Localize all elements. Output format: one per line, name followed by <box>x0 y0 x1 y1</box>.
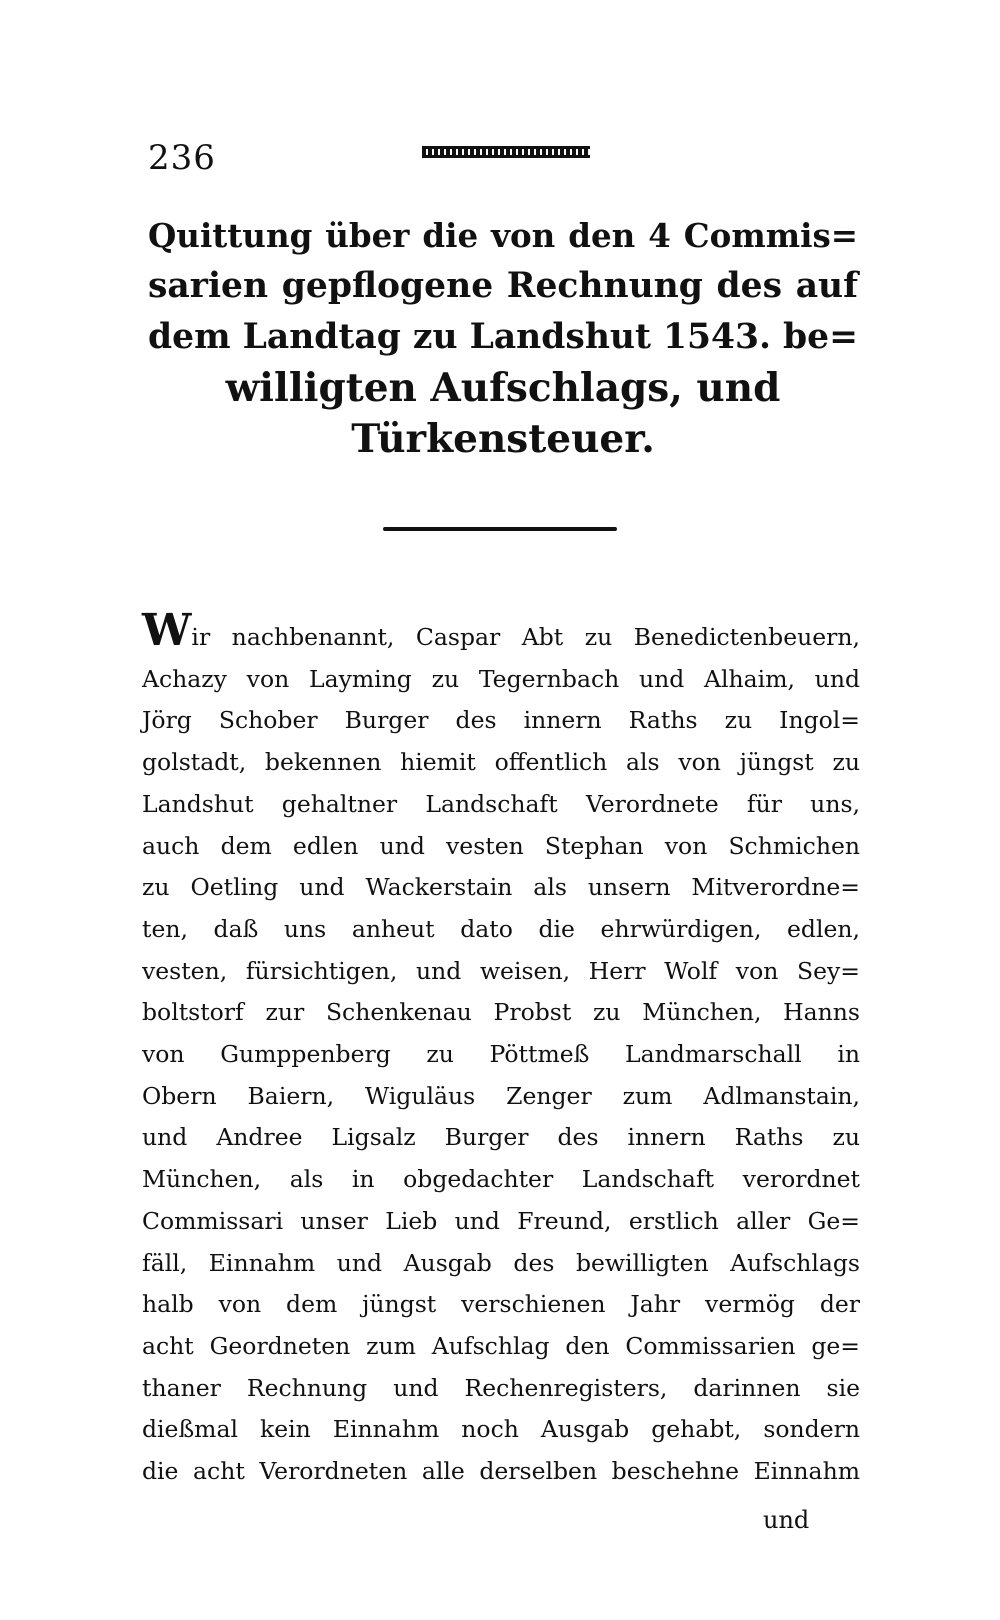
body-line: Achazy von Layming zu Tegernbach und Alhaim, und <box>142 664 860 693</box>
body-line-first <box>142 605 860 659</box>
title-line: Türkensteuer. <box>351 416 655 462</box>
body-line: thaner Rechnung und Rechenregisters, darinnen sie <box>142 1373 860 1402</box>
divider-rule <box>383 527 617 531</box>
body-line: Obern Baiern, Wiguläus Zenger zum Adlmanstain, <box>142 1081 860 1110</box>
body-line: München, als in obgedachter Landschaft verordnet <box>142 1165 860 1194</box>
body-line: golstadt, bekennen hiemit offentlich als von jüngst zu <box>142 748 860 777</box>
body-line: vesten, fürsichtigen, und weisen, Herr Wolf von Sey= <box>142 956 860 985</box>
body-line: dießmal kein Einnahm noch Ausgab gehabt, sondern <box>142 1415 860 1444</box>
title-line: sarien gepflogene Rechnung des auf <box>148 266 858 306</box>
ornamental-rule-top <box>422 146 590 158</box>
body-line: Landshut gehaltner Landschaft Verordnete für uns, <box>142 789 860 818</box>
page-number: 236 <box>148 138 216 178</box>
body-line: auch dem edlen und vesten Stephan von Schmichen <box>142 831 860 860</box>
title-line: willigten Aufschlags, und <box>225 365 781 411</box>
body-line: Jörg Schober Burger des innern Raths zu Ingol= <box>142 706 860 735</box>
drop-cap: W <box>142 605 192 656</box>
body-line: Commissari unser Lieb und Freund, erstlich aller Ge= <box>142 1206 860 1235</box>
title-line: Quittung über die von den 4 Commis= <box>148 216 858 255</box>
title-line: dem Landtag zu Landshut 1543. be= <box>148 317 858 357</box>
body-line: fäll, Einnahm und Ausgab des bewilligten Aufschlags <box>142 1248 860 1277</box>
first-line-text: ir nachbenannt, Caspar Abt zu Benedictenbeuern, <box>191 623 860 651</box>
body-line: ten, daß uns anheut dato die ehrwürdigen, edlen, <box>142 914 860 943</box>
body-line: acht Geordneten zum Aufschlag den Commissarien ge= <box>142 1331 860 1360</box>
catchword: und <box>763 1506 810 1534</box>
document-title <box>148 210 858 465</box>
body-line: zu Oetling und Wackerstain als unsern Mitverordne= <box>142 873 860 902</box>
body-line: und Andree Ligsalz Burger des innern Raths zu <box>142 1123 860 1152</box>
body-line: die acht Verordneten alle derselben beschehne Einnahm <box>142 1457 860 1486</box>
body-line: boltstorf zur Schenkenau Probst zu München, Hanns <box>142 998 860 1027</box>
body-line: von Gumppenberg zu Pöttmeß Landmarschall in <box>142 1040 860 1069</box>
body-text <box>142 605 860 1493</box>
body-line: halb von dem jüngst verschienen Jahr vermög der <box>142 1290 860 1319</box>
